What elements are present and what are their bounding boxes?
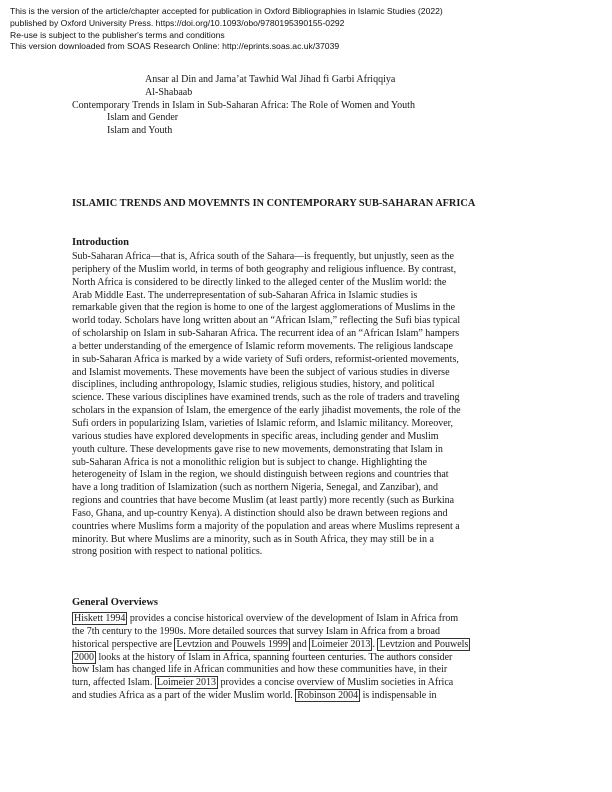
text-line: have a long tradition of Islamization (such as northern Nigeria, Senegal, and Zanzibar), and: [72, 482, 438, 494]
text-line: [72, 652, 544, 665]
citation-link-hiskett-1994[interactable]: Hiskett 1994: [74, 613, 126, 624]
table-of-contents-fragment: [72, 74, 415, 138]
text-line: regions and countries that have become Muslim (at least partly) more recently (such as Burkina: [72, 495, 455, 507]
introduction-paragraph: [72, 251, 544, 559]
text-line: [72, 613, 544, 626]
introduction-heading: Introduction: [72, 237, 129, 248]
text-run: .: [372, 638, 378, 650]
toc-item: Contemporary Trends in Islam in Sub-Saharan Africa: The Role of Women and Youth: [72, 99, 415, 111]
general-overviews-heading: General Overviews: [72, 597, 159, 608]
text-line: world today. Scholars have long written about an “African Islam,” reflecting the Sufi bias typical: [72, 315, 461, 327]
text-line: strong position with respect to national politics.: [72, 546, 263, 558]
text-run: turn, affected Islam.: [72, 677, 155, 689]
toc-item: Ansar al Din and Jama’at Tawhid Wal Jihad fi Garbi Afriqqiya: [145, 74, 396, 85]
text-run: and studies Africa as a part of the wider Muslim world.: [72, 690, 296, 702]
text-line: [72, 639, 544, 652]
text-line: science. These various disciplines have examined trends, such as the role of traders and traveling: [72, 392, 460, 404]
text-line: Arab Middle East. The underrepresentation of sub-Saharan Africa in Islamic studies is: [72, 289, 418, 301]
text-line: youth culture. These developments gave rise to new movements, demonstrating that Islam in: [72, 443, 443, 455]
citation-link-levtzion-pouwels-2000-year[interactable]: 2000: [74, 651, 94, 663]
general-overviews-paragraph: [72, 613, 544, 703]
text-line: disciplines, including anthropology, Islamic studies, religious studies, history, and political: [72, 379, 435, 391]
text-line: the 7th century to the 1990s. More detailed sources that survey Islam in Africa from a broad: [72, 625, 440, 637]
text-line: [72, 690, 544, 703]
article-title: ISLAMIC TRENDS AND MOVEMNTS IN CONTEMPORARY SUB-SAHARAN AFRICA: [72, 198, 476, 209]
text-run: is indispensable in: [360, 690, 437, 702]
text-line: Sub-Saharan Africa—that is, Africa south of the Sahara—is frequently, but unjustly, seen as the: [72, 251, 454, 262]
toc-item: Al-Shabaab: [145, 86, 193, 98]
text-run: looks at the history of Islam in Africa, spanning fourteen centuries. The authors consider: [96, 651, 453, 663]
notice-line: This version downloaded from SOAS Research Online: http://eprints.soas.ac.uk/37039: [10, 41, 340, 52]
text-line: a better understanding of the emergence of Islamic reform movements. The religious landscape: [72, 340, 453, 352]
citation-link-loimeier-2013[interactable]: Loimeier 2013: [311, 638, 371, 650]
text-line: of scholarship on Islam in sub-Saharan Africa. The recurrent idea of an “African Islam” hampers: [72, 328, 460, 340]
notice-line: This is the version of the article/chapter accepted for publication in Oxford Bibliographies in Islamic Studies (2022): [10, 6, 443, 16]
text-run: historical perspective are: [72, 638, 175, 650]
text-line: North Africa is considered to be directly linked to the alleged center of the Muslim world: the: [72, 276, 447, 288]
text-line: Faso, Ghana, and up-country Kenya). A distinction should also be drawn between regions and: [72, 507, 448, 519]
citation-link-loimeier-2013-second[interactable]: Loimeier 2013: [156, 677, 216, 689]
text-line: and Islamist movements. These movements have been the subject of various studies in diverse: [72, 366, 450, 378]
text-line: various studies have explored developments in specific areas, including gender and Muslim: [72, 430, 439, 442]
text-run: and: [289, 638, 310, 650]
text-line: minority. But where Muslims are a minority, such as in South Africa, they may still be in a: [72, 533, 434, 545]
text-run: provides a concise overview of Muslim societies in Africa: [218, 677, 454, 689]
publication-notice: [10, 6, 600, 53]
text-line: in sub-Saharan Africa is marked by a wide variety of Sufi orders, reformist-oriented movements,: [72, 353, 459, 365]
toc-item: Islam and Youth: [107, 125, 173, 137]
citation-link-levtzion-pouwels-2000[interactable]: Levtzion and Pouwels: [379, 638, 469, 650]
notice-line: Re-use is subject to the publisher's terms and conditions: [10, 29, 225, 40]
text-line: heterogeneity of Islam in the region, we should distinguish between regions and countries that: [72, 469, 449, 481]
text-line: countries where Muslims form a majority of the population and areas where Muslims represent a: [72, 520, 460, 532]
citation-link-levtzion-pouwels-1999[interactable]: Levtzion and Pouwels 1999: [176, 638, 288, 650]
text-line: sub-Saharan Africa is not a monolithic religion but is subject to change. Highlighting the: [72, 456, 427, 468]
text-line: how Islam has changed life in African communities and how these communities have, in their: [72, 664, 448, 676]
text-run: provides a concise historical overview of the development of Islam in Africa from: [127, 613, 459, 624]
toc-item: Islam and Gender: [107, 112, 179, 124]
notice-line: published by Oxford University Press. https://doi.org/10.1093/obo/9780195390155-0292: [10, 17, 345, 28]
text-line: Sufi orders in popularizing Islam, varieties of Islamic reform, and Islamic militancy. Moreover,: [72, 417, 454, 429]
text-line: periphery of the Muslim world, in terms of both geography and religious influence. By contrast,: [72, 263, 457, 275]
text-line: scholars in the expansion of Islam, the emergence of the early jihadist movements, the role of the: [72, 405, 461, 417]
citation-link-robinson-2004[interactable]: Robinson 2004: [297, 690, 359, 702]
text-line: remarkable given that the region is home to one of the largest agglomerations of Muslims in the: [72, 302, 456, 314]
